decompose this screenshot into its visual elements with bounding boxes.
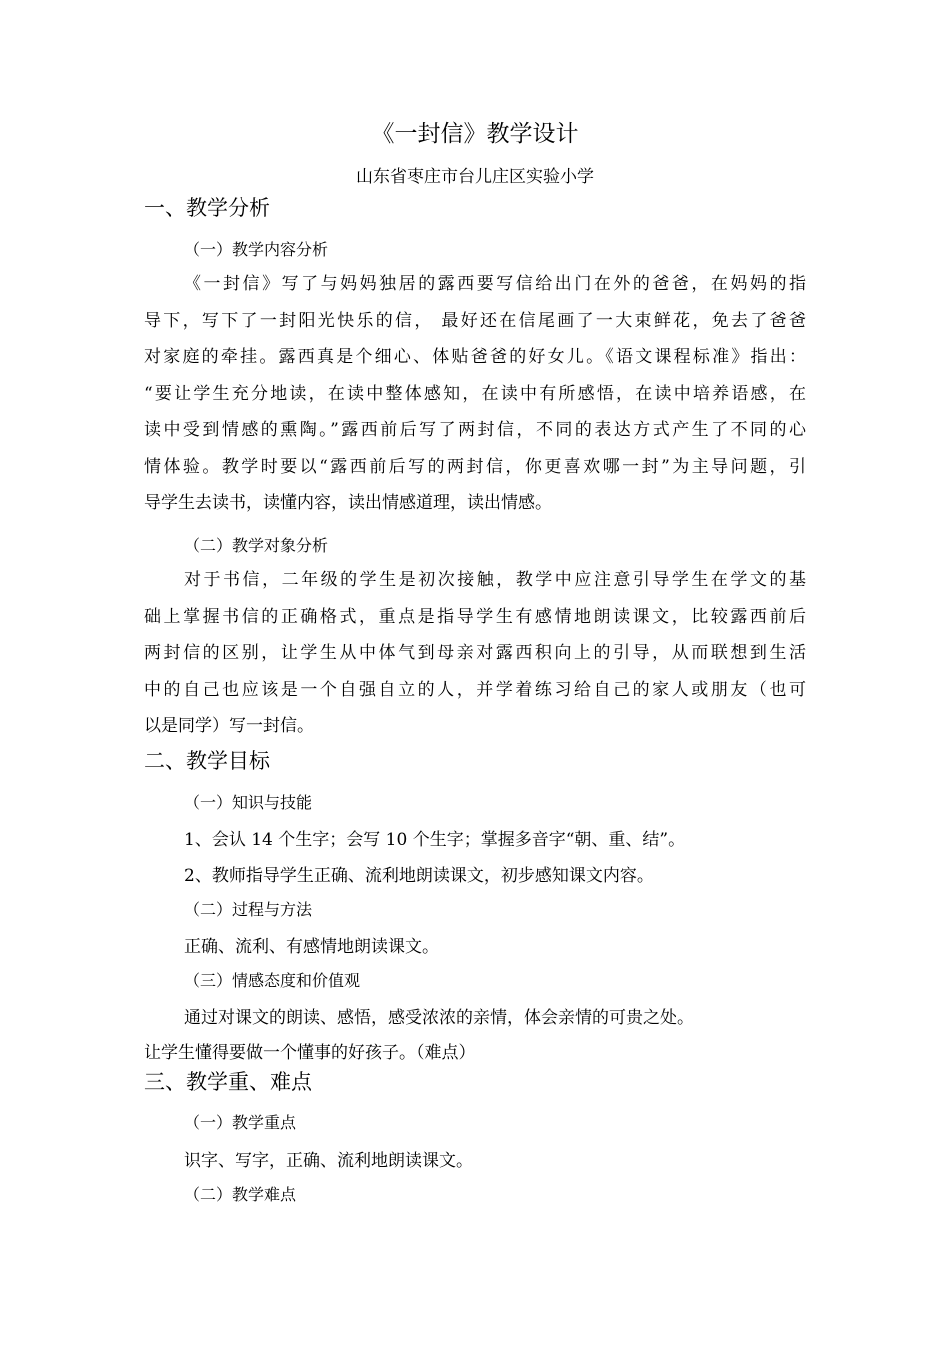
paragraph-line: 两封信的区别，让学生从中体气到母亲对露西积向上的引导，从而联想到生活 bbox=[144, 643, 806, 663]
document-subtitle: 山东省枣庄市台儿庄区实验小学 bbox=[356, 167, 594, 187]
paragraph-line: 对于书信，二年级的学生是初次接触，教学中应注意引导学生在学文的基 bbox=[184, 570, 806, 590]
paragraph-line: 情体验。教学时要以“露西前后写的两封信，你更喜欢哪一封”为主导问题，引 bbox=[144, 456, 806, 477]
objective-item-1: 1、会认 14 个生字；会写 10 个生字；掌握多音字“朝、重、结”。 bbox=[184, 830, 686, 850]
section-2-subheading-3: （三）情感态度和价值观 bbox=[184, 971, 361, 990]
section-2-subheading-1: （一）知识与技能 bbox=[184, 793, 313, 812]
paragraph-line: 础上掌握书信的正确格式，重点是指导学生有感情地朗读课文，比较露西前后 bbox=[144, 606, 806, 627]
paragraph-line: 《一封信》写了与妈妈独居的露西要写信给出门在外的爸爸，在妈妈的指 bbox=[184, 274, 806, 294]
section-1-subheading-1: （一）教学内容分析 bbox=[184, 240, 329, 259]
paragraph-line: 以是同学）写一封信。 bbox=[144, 716, 314, 736]
document-title: 《一封信》教学设计 bbox=[371, 121, 579, 147]
section-2-heading: 二、教学目标 bbox=[144, 749, 270, 773]
paragraph-line: 中的自己也应该是一个自强自立的人，并学着练习给自己的家人或朋友（也可 bbox=[144, 679, 806, 700]
key-points-text: 识字、写字，正确、流利地朗读课文。 bbox=[184, 1151, 473, 1171]
paragraph-line: 导学生去读书，读懂内容，读出情感道理，读出情感。 bbox=[144, 493, 552, 513]
values-text-2: 让学生懂得要做一个懂事的好孩子。（难点） bbox=[144, 1043, 476, 1063]
section-2-subheading-2: （二）过程与方法 bbox=[184, 900, 313, 919]
paragraph-line: 导下，写下了一封阳光快乐的信， 最好还在信尾画了一大束鲜花，免去了爸爸 bbox=[144, 310, 806, 331]
process-text: 正确、流利、有感情地朗读课文。 bbox=[184, 937, 439, 957]
section-1-paragraph-2 bbox=[144, 562, 806, 745]
section-1-paragraph-1 bbox=[144, 266, 806, 522]
section-3-subheading-1: （一）教学重点 bbox=[184, 1113, 297, 1132]
section-3-subheading-2: （二）教学难点 bbox=[184, 1185, 297, 1204]
section-1-heading: 一、教学分析 bbox=[144, 196, 270, 220]
section-1-subheading-2: （二）教学对象分析 bbox=[184, 536, 329, 555]
paragraph-line: 读中受到情感的熏陶。”露西前后写了两封信，不同的表达方式产生了不同的心 bbox=[144, 420, 806, 440]
paragraph-line: 对家庭的牵挂。露西真是个细心、体贴爸爸的好女儿。《语文课程标准》指出： bbox=[144, 347, 806, 367]
section-3-heading: 三、教学重、难点 bbox=[144, 1070, 312, 1094]
values-text-1: 通过对课文的朗读、感悟，感受浓浓的亲情，体会亲情的可贵之处。 bbox=[184, 1008, 694, 1028]
paragraph-line: “要让学生充分地读，在读中整体感知，在读中有所感悟，在读中培养语感，在 bbox=[144, 383, 806, 404]
objective-item-2: 2、教师指导学生正确、流利地朗读课文，初步感知课文内容。 bbox=[184, 866, 654, 886]
